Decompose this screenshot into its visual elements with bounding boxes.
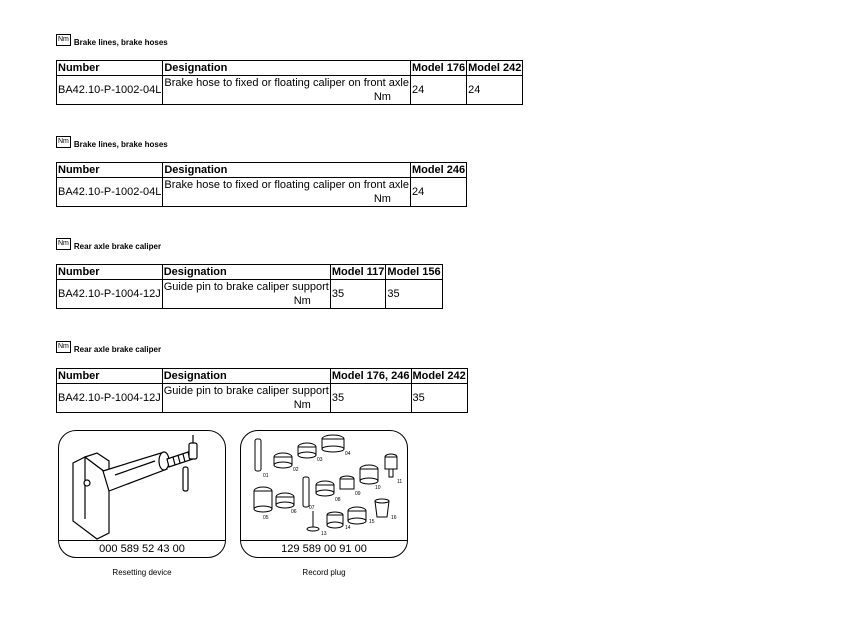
torque-section-1: [56, 34, 522, 103]
header-designation: Designation: [162, 369, 330, 384]
section-title: Brake lines, brake hoses: [73, 37, 168, 47]
torque-table: [56, 60, 523, 105]
unit-label: Nm: [373, 193, 391, 205]
part-label: 16: [391, 515, 397, 521]
table-header-row: [57, 163, 467, 178]
part-label: 05: [263, 515, 269, 521]
header-model: Model 176: [411, 62, 466, 74]
header-model: Model 242: [468, 62, 522, 74]
tool-caption: Record plug: [302, 568, 346, 577]
cell-value: 24: [467, 76, 523, 105]
cell-number: BA42.10-P-1004-12J: [57, 384, 163, 413]
header-model: Model 156: [387, 266, 441, 278]
header-number: Number: [57, 163, 163, 178]
cell-number: BA42.10-P-1002-04L: [57, 178, 163, 207]
designation-text: Brake hose to fixed or floating caliper on front axle: [164, 179, 409, 191]
cell-value: 35: [330, 384, 411, 413]
cell-value: 35: [386, 280, 442, 309]
part-label: 15: [369, 519, 375, 525]
table-row: [57, 384, 468, 413]
header-model: Model 117: [331, 266, 385, 278]
header-model: Model 246: [411, 164, 466, 176]
cell-designation: [162, 384, 330, 413]
table-header-row: [57, 265, 443, 280]
part-label: 10: [375, 485, 381, 491]
tool-resetting-device: [58, 430, 226, 577]
section-title: Rear axle brake caliper: [73, 344, 162, 354]
part-label: 01: [263, 473, 269, 479]
nm-torque-icon: Nm: [56, 34, 71, 46]
cell-designation: [163, 76, 411, 105]
part-label: 04: [345, 451, 351, 457]
cell-value: 24: [410, 76, 466, 105]
nm-torque-icon: Nm: [56, 136, 71, 148]
torque-section-2: [56, 136, 466, 205]
unit-label: Nm: [293, 295, 311, 307]
record-plug-illustration: [241, 431, 407, 541]
header-designation: Designation: [163, 163, 411, 178]
header-number: Number: [57, 61, 163, 76]
tool-caption: Resetting device: [112, 568, 172, 577]
torque-section-3: [56, 238, 441, 307]
torque-table: [56, 264, 443, 309]
section-title: Brake lines, brake hoses: [73, 139, 168, 149]
resetting-device-illustration: [59, 431, 225, 541]
table-row: [57, 178, 467, 207]
torque-table: [56, 162, 467, 207]
table-row: [57, 76, 523, 105]
part-label: 03: [317, 457, 323, 463]
header-number: Number: [57, 369, 163, 384]
cell-number: BA42.10-P-1002-04L: [57, 76, 163, 105]
unit-label: Nm: [293, 399, 311, 411]
part-label: 11: [397, 479, 403, 485]
header-model: Model 176, 246: [331, 370, 410, 382]
table-header-row: [57, 369, 468, 384]
tool-part-number: 000 589 52 43 00: [59, 540, 225, 557]
table-header-row: [57, 61, 523, 76]
cell-value: 35: [411, 384, 467, 413]
tool-part-number: 129 589 00 91 00: [241, 540, 407, 557]
tool-card: [58, 430, 226, 558]
nm-torque-icon: Nm: [56, 238, 71, 250]
cell-value: 35: [330, 280, 386, 309]
part-label: 02: [293, 467, 299, 473]
cell-designation: [162, 280, 330, 309]
header-designation: Designation: [162, 265, 330, 280]
designation-text: Brake hose to fixed or floating caliper on front axle: [164, 77, 409, 89]
cell-number: BA42.10-P-1004-12J: [57, 280, 163, 309]
part-label: 07: [309, 505, 315, 511]
part-label: 13: [321, 531, 327, 537]
torque-table: [56, 368, 468, 413]
cell-designation: [163, 178, 411, 207]
tool-record-plug: [240, 430, 408, 577]
tool-card: [240, 430, 408, 558]
unit-label: Nm: [373, 91, 391, 103]
table-row: [57, 280, 443, 309]
part-label: 06: [291, 509, 297, 515]
torque-section-4: [56, 341, 466, 411]
section-title: Rear axle brake caliper: [73, 241, 162, 251]
part-label: 09: [355, 491, 361, 497]
part-label: 08: [335, 497, 341, 503]
cell-value: 24: [410, 178, 466, 207]
header-model: Model 242: [412, 370, 466, 382]
header-number: Number: [57, 265, 163, 280]
part-label: 14: [345, 525, 351, 531]
nm-torque-icon: Nm: [56, 341, 71, 353]
designation-text: Guide pin to brake caliper support: [163, 385, 329, 397]
designation-text: Guide pin to brake caliper support: [163, 281, 329, 293]
header-designation: Designation: [163, 61, 411, 76]
